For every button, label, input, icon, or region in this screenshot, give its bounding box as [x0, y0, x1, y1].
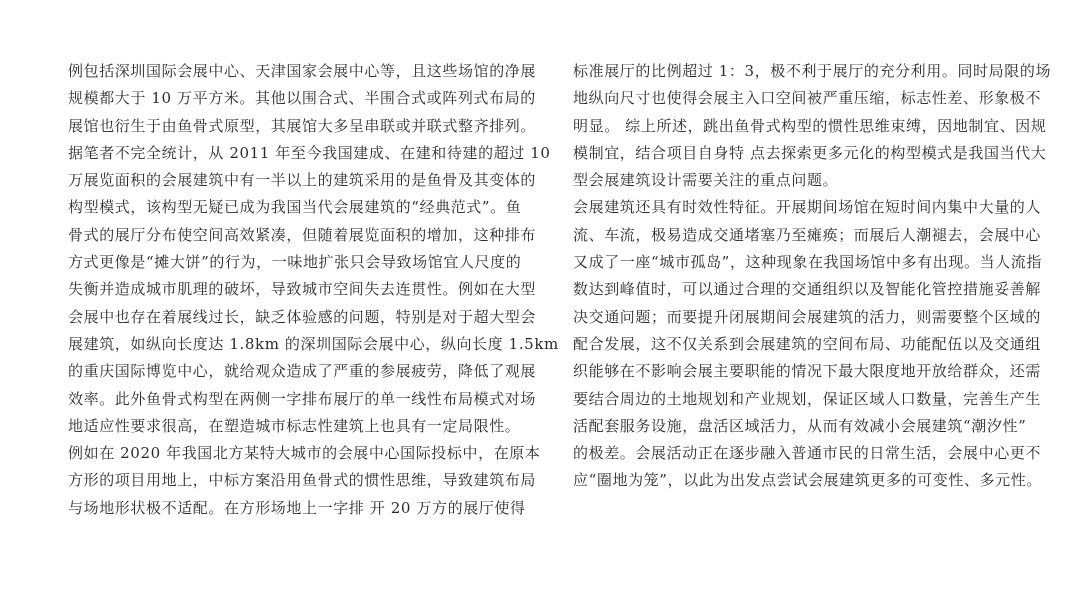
- text-line: 效率。此外鱼骨式构型在两侧一字排布展厅的单一线性布局模式对场: [68, 389, 537, 408]
- text-line: 据笔者不完全统计，从 2011 年至今我国建成、在建和待建的超过 10: [68, 143, 551, 162]
- text-line: 要结合周边的土地规划和产业规划，保证区域人口数量，完善生产生: [573, 389, 1042, 408]
- text-line: 的极差。会展活动正在逐步融入普通市民的日常生活，会展中心更不: [573, 444, 1042, 463]
- text-line: 会展建筑还具有时效性特征。开展期间场馆在短时间内集中大量的人: [573, 198, 1042, 217]
- text-line: 明显。 综上所述，跳出鱼骨式构型的惯性思维束缚，因地制宜、因规: [573, 116, 1047, 135]
- text-line: 模制宜，结合项目自身特 点去探索更多元化的构型模式是我国当代大: [573, 143, 1047, 162]
- text-line: 方式更像是“摊大饼”的行为，一味地扩张只会导致场馆宜人尺度的: [68, 253, 522, 272]
- text-line: 活配套服务设施，盘活区域活力，从而有效减小会展建筑“潮汐性”: [573, 416, 1027, 435]
- text-line: 构型模式，该构型无疑已成为我国当代会展建筑的“经典范式”。鱼: [68, 198, 522, 217]
- text-line: 决交通问题；而要提升闭展期间会展建筑的活力，则需要整个区域的: [573, 307, 1042, 326]
- text-line: 方形的项目用地上，中标方案沿用鱼骨式的惯性思维，导致建筑布局: [68, 471, 537, 490]
- text-line: 例如在 2020 年我国北方某特大城市的会展中心国际投标中，在原本: [68, 444, 541, 463]
- text-line: 失衡并造成城市肌理的破坏，导致城市空间失去连贯性。例如在大型: [68, 280, 537, 299]
- text-line: 展建筑，如纵向长度达 1.8km 的深圳国际会展中心，纵向长度 1.5km: [68, 334, 559, 353]
- text-line: 标准展厅的比例超过 1：3，极不利于展厅的充分利用。同时局限的场: [573, 62, 1052, 80]
- right-text-column: [573, 58, 1052, 495]
- text-line: 规模都大于 10 万平方米。其他以围合式、半围合式或阵列式布局的: [68, 89, 536, 108]
- text-line: 配合发展，这不仅关系到会展建筑的空间布局、功能配伍以及交通组: [573, 334, 1042, 353]
- text-line: 例包括深圳国际会展中心、天津国家会展中心等，且这些场馆的净展: [68, 62, 537, 80]
- text-line: 的重庆国际博览中心，就给观众造成了严重的参展疲劳，降低了观展: [68, 362, 537, 381]
- text-line: 万展览面积的会展建筑中有一半以上的建筑采用的是鱼骨及其变体的: [68, 171, 537, 190]
- text-line: 型会展建筑设计需要关注的重点问题。: [573, 171, 839, 190]
- text-line: 流、车流，极易造成交通堵塞乃至瘫痪；而展后人潮褪去，会展中心: [573, 225, 1042, 244]
- text-line: 数达到峰值时，可以通过合理的交通组织以及智能化管控措施妥善解: [573, 280, 1042, 299]
- text-line: 会展中也存在着展线过长，缺乏体验感的问题，特别是对于超大型会: [68, 307, 537, 326]
- left-text-column: [68, 58, 559, 522]
- text-line: 地纵向尺寸也使得会展主入口空间被严重压缩，标志性差、形象极不: [573, 89, 1042, 108]
- text-line: 应“圈地为笼”，以此为出发点尝试会展建筑更多的可变性、多元性。: [573, 471, 1042, 490]
- text-line: 又成了一座“城市孤岛”，这种现象在我国场馆中多有出现。当人流指: [573, 253, 1042, 272]
- text-line: 与场地形状极不适配。在方形场地上一字排 开 20 万方的展厅使得: [68, 498, 526, 517]
- text-line: 织能够在不影响会展主要职能的情况下最大限度地开放给群众，还需: [573, 362, 1042, 381]
- text-line: 地适应性要求很高，在塑造城市标志性建筑上也具有一定局限性。: [68, 416, 521, 435]
- text-line: 展馆也衍生于由鱼骨式原型，其展馆大多呈串联或并联式整齐排列。: [68, 116, 537, 135]
- text-line: 骨式的展厅分布使空间高效紧凑，但随着展览面积的增加，这种排布: [68, 225, 537, 244]
